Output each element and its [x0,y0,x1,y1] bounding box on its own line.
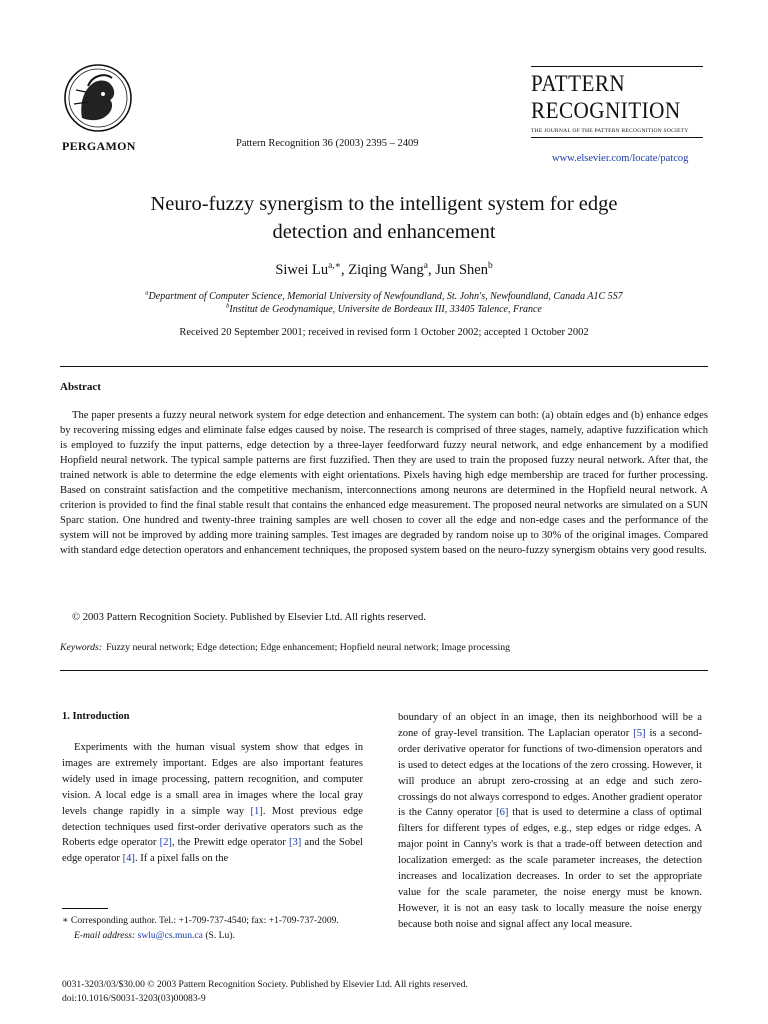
email-suffix: (S. Lu). [202,930,235,941]
author-affil-mark[interactable]: a [423,261,428,272]
article-title [60,190,708,246]
intro-text: that is used to determine a class of optimal filters for different types of edges, e.g., step edges or ridge edges. A major point in Canny's work is that a trade-off between detection and localization emerged: as the scale parameter increases, the detection increases and localization decreases. In order to set the appropriate value for the scale parameter, the noise energy must be known. However, it is not an easy task to locally measure the noise energy because both noise and signal affect any local measure. [398,807,702,930]
corresponding-author-note: ∗ Corresponding author. Tel.: +1-709-737-4540; fax: +1-709-737-2009. [62,915,339,926]
email-label: E-mail address: [74,930,136,941]
footnote [62,913,364,943]
author-separator: , [341,262,349,278]
intro-left-column [62,740,363,867]
section-divider [60,670,708,671]
citation-link[interactable]: [1] [250,805,263,817]
author-list [60,262,708,279]
publisher-name: PERGAMON [62,139,136,153]
received-dates: Received 20 September 2001; received in revised form 1 October 2002; accepted 1 October 2002 [179,327,589,338]
affiliation [60,290,708,303]
affiliation [60,303,708,316]
citation-link[interactable]: [4] [122,853,135,865]
author-name: Jun Shen [435,262,488,278]
page-footer [62,978,468,1006]
intro-text: , the Prewitt edge operator [171,837,289,849]
journal-url-link[interactable]: www.elsevier.com/locate/patcog [552,153,689,164]
abstract-heading: Abstract [60,381,101,393]
keywords-list: Fuzzy neural network; Edge detection; Edge enhancement; Hopfield neural network; Image processing [106,642,511,653]
author-separator: , [427,262,436,278]
title-line: detection and enhancement [272,221,496,243]
section-divider [60,366,708,367]
abstract-text: The paper presents a fuzzy neural network system for edge detection and enhancement. The system can both: (a) obtain edges and (b) enhance edges by recovering missing edges and eliminate false edges caused by noise. The research is comprised of three stages, namely, adaptive fuzzification which is employed to fuzzify the input patterns, edge detection by a three-layer feedforward fuzzy neural network, and edge enhancement by a modified Hopfield neural network. The typical sample patterns are first fuzzified. Then they are used to train the proposed fuzzy neural network. After that, the trained network is able to determine the edge elements with eight orientations. Pixels having high edge membership are traced for further processing. Based on constraint satisfaction and the competitive mechanism, interconnections among neurons are determined in the Hopfield neural network. A criterion is provided to find the final stable result that contains the enhanced edge measurement. The proposed neural networks are simulated on a SUN Sparc station. One hundred and twenty-three training samples are well chosen to cover all the edge and non-edge cases and the performance of the system will not be improved by adding more training samples. Test images are degraded by random noise up to 30% of the original images. Compared with standard edge detection operators and enhancement techniques, the proposed system based on the neuro-fuzzy synergism obtains very good results. [60,410,708,556]
journal-citation: Pattern Recognition 36 (2003) 2395 – 2409 [236,138,419,149]
citation-link[interactable]: [2] [159,837,172,849]
intro-text: . If a pixel falls on the [134,853,229,865]
keywords [60,642,510,653]
citation-link[interactable]: [3] [288,837,302,849]
citation-link[interactable]: [5] [633,727,646,739]
affiliation-text: Department of Computer Science, Memorial University of Newfoundland, St. John's, Newfoundland, Canada A1C 5S7 [148,291,623,302]
footnote-rule [62,908,108,909]
citation-link[interactable]: [6] [496,807,509,819]
intro-right-column [398,710,702,933]
author-name: Ziqing Wang [348,262,424,278]
intro-text: Experiments with the human visual system show that edges in images are extremely important. Edges are also important features widely used in image processing, pattern recognition, and computer vision. A local edge is a small area in images where the local gray levels change rapidly in a simple way [62,742,363,817]
publisher-seal-icon [62,62,134,138]
masthead-rule [531,137,703,138]
journal-title-line1: PATTERN [531,71,626,96]
intro-text: boundary of an object in an image, then its neighborhood will be a zone of gray-level transition. The Laplacian operator [398,712,702,739]
author-affil-mark[interactable]: a,∗ [328,261,341,272]
footer-copyright: 0031-3203/03/$30.00 © 2003 Pattern Recognition Society. Published by Elsevier Ltd. All rights reserved. [62,979,468,990]
abstract-copyright: © 2003 Pattern Recognition Society. Published by Elsevier Ltd. All rights reserved. [72,612,426,623]
title-line: Neuro-fuzzy synergism to the intelligent system for edge [150,193,618,215]
journal-masthead [531,66,703,138]
keywords-label: Keywords: [60,642,103,653]
journal-subtitle: THE JOURNAL OF THE PATTERN RECOGNITION SOCIETY [531,128,689,134]
footer-doi: doi:10.1016/S0031-3203(03)00083-9 [62,993,206,1004]
affiliation-text: Institut de Geodynamique, Universite de Bordeaux III, 33405 Talence, France [229,304,542,315]
intro-text: . Most previous edge detection techniques used first-order derivative operators such as the Roberts edge operator [62,805,364,849]
intro-text: and the Sobel edge operator [62,837,363,865]
email-link[interactable]: swlu@cs.mun.ca [137,930,203,941]
masthead-rule [531,66,703,67]
section-heading-introduction: 1. Introduction [62,711,130,722]
affiliation-mark: a [145,289,149,297]
journal-title-line2: RECOGNITION [531,98,681,123]
author-affil-mark[interactable]: b [487,261,493,272]
affiliation-mark: b [226,302,230,310]
author-name: Siwei Lu [275,262,329,278]
intro-text: is a second-order derivative operator for functions of two-dimension operators and is used to detect edges at the locations of the zero crossing. However, it will produce an abrupt zero-crossing at an edge and such zero-crossings do not always correspond to edges. Another gradient operator is the Canny operator [398,727,702,819]
